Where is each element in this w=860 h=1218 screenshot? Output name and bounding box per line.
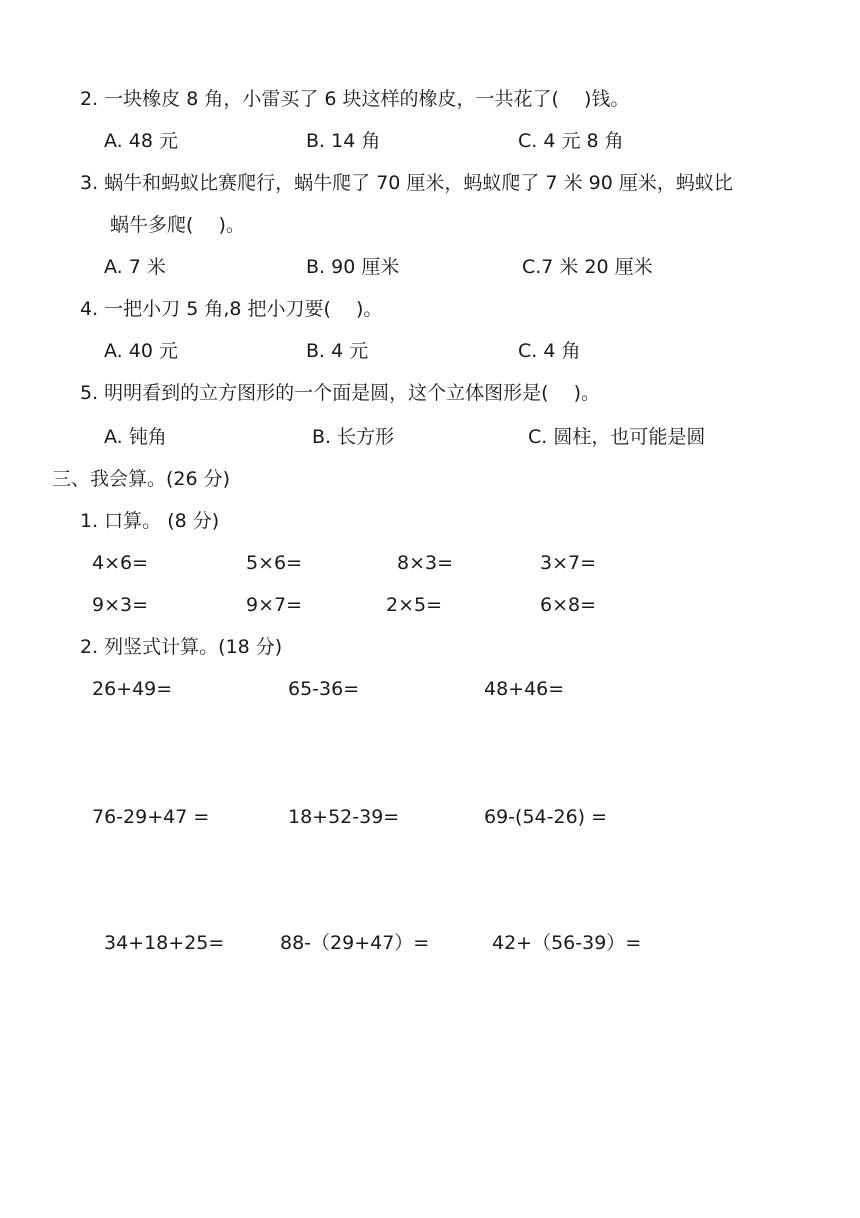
mental-math-item: 3×7= — [540, 552, 597, 574]
mental-math-item: 2×5= — [386, 594, 443, 616]
question-3-option-b: B. 90 厘米 — [306, 256, 400, 278]
mental-math-item: 6×8= — [540, 594, 597, 616]
vertical-calc-item: 26+49= — [92, 678, 173, 700]
question-4-option-a: A. 40 元 — [104, 340, 178, 362]
mental-math-item: 5×6= — [246, 552, 303, 574]
question-2-option-b: B. 14 角 — [306, 130, 381, 152]
part-1-title: 1. 口算。 (8 分) — [80, 510, 220, 532]
question-5-option-a: A. 钝角 — [104, 426, 167, 448]
vertical-calc-item: 42+（56-39）= — [492, 932, 642, 954]
vertical-calc-item: 69-(54-26) = — [484, 806, 608, 828]
question-5-option-b: B. 长方形 — [312, 426, 395, 448]
vertical-calc-item: 34+18+25= — [104, 932, 225, 954]
vertical-calc-item: 65-36= — [288, 678, 360, 700]
question-5-option-c: C. 圆柱，也可能是圆 — [528, 426, 706, 448]
vertical-calc-item: 88-（29+47）= — [280, 932, 430, 954]
mental-math-item: 8×3= — [397, 552, 454, 574]
mental-math-item: 9×3= — [92, 594, 149, 616]
question-2-option-c: C. 4 元 8 角 — [518, 130, 624, 152]
question-5-stem: 5. 明明看到的立方图形的一个面是圆，这个立体图形是( )。 — [80, 382, 601, 404]
question-3-option-c: C.7 米 20 厘米 — [522, 256, 653, 278]
question-2-stem: 2. 一块橡皮 8 角，小雷买了 6 块这样的橡皮，一共花了( )钱。 — [80, 88, 630, 110]
question-3-stem-line1: 3. 蜗牛和蚂蚁比赛爬行，蜗牛爬了 70 厘米，蚂蚁爬了 7 米 90 厘米，蚂蚁比 — [80, 172, 733, 194]
mental-math-item: 4×6= — [92, 552, 149, 574]
vertical-calc-item: 18+52-39= — [288, 806, 400, 828]
vertical-calc-item: 76-29+47 = — [92, 806, 210, 828]
question-3-option-a: A. 7 米 — [104, 256, 166, 278]
part-2-title: 2. 列竖式计算。(18 分) — [80, 636, 283, 658]
mental-math-item: 9×7= — [246, 594, 303, 616]
question-4-stem: 4. 一把小刀 5 角,8 把小刀要( )。 — [80, 298, 383, 320]
section-3-title: 三、我会算。(26 分) — [52, 468, 231, 490]
question-4-option-c: C. 4 角 — [518, 340, 581, 362]
question-2-option-a: A. 48 元 — [104, 130, 178, 152]
question-3-stem-line2: 蜗牛多爬( )。 — [110, 214, 245, 236]
vertical-calc-item: 48+46= — [484, 678, 565, 700]
question-4-option-b: B. 4 元 — [306, 340, 369, 362]
